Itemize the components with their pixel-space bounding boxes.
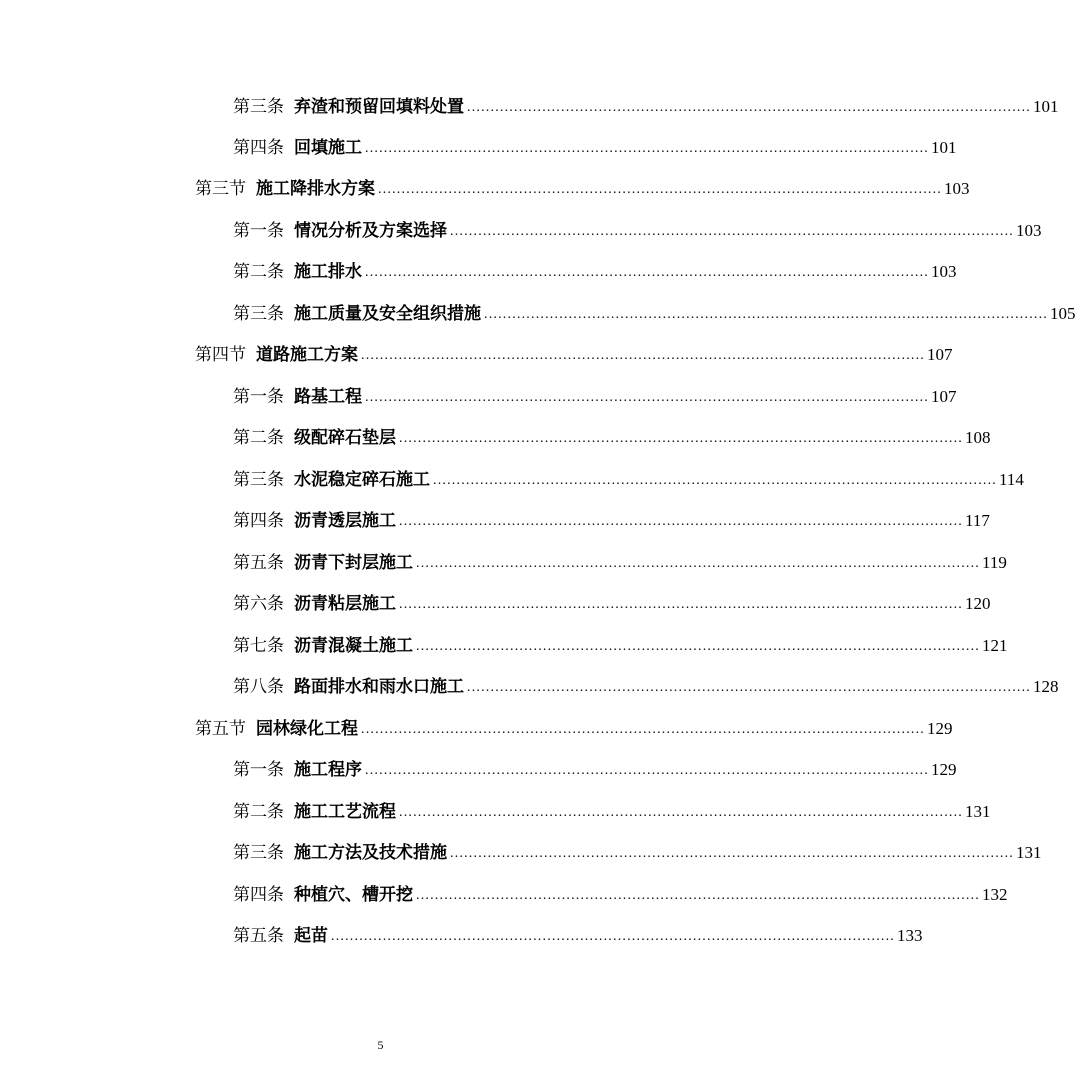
toc-entry-number: 第四条 <box>233 138 284 158</box>
toc-entry-title: 沥青混凝土施工 <box>294 636 413 656</box>
toc-entry-title: 园林绿化工程 <box>256 719 358 739</box>
toc-entry[interactable] <box>233 753 957 781</box>
toc-entry[interactable] <box>233 131 957 159</box>
toc-entry-title: 沥青下封层施工 <box>294 553 413 573</box>
page-number: 5 <box>377 1038 384 1052</box>
dot-leader: ........................................................................................................................ <box>433 473 997 488</box>
toc-entry[interactable] <box>233 587 991 615</box>
dot-leader: ........................................................................................................................ <box>450 846 1014 861</box>
dot-leader: ........................................................................................................................ <box>365 763 929 778</box>
toc-entry-title: 回填施工 <box>294 138 362 158</box>
toc-entry-number: 第三节 <box>195 179 246 199</box>
toc-entry-page: 128 <box>1033 677 1059 696</box>
toc-entry-page: 117 <box>965 511 990 530</box>
toc-entry-page: 107 <box>927 345 953 364</box>
toc-entry-title: 路基工程 <box>294 387 362 407</box>
toc-entry-page: 103 <box>931 262 957 281</box>
toc-entry-page: 105 <box>1050 304 1076 323</box>
toc-entry[interactable] <box>233 463 1024 491</box>
toc-entry-page: 101 <box>931 138 957 157</box>
toc-entry-number: 第三条 <box>233 843 284 863</box>
dot-leader: ........................................................................................................................ <box>365 141 929 156</box>
dot-leader: ........................................................................................................................ <box>416 888 980 903</box>
toc-entry-title: 施工质量及安全组织措施 <box>294 304 481 324</box>
dot-leader: ........................................................................................................................ <box>365 265 929 280</box>
toc-entry[interactable] <box>233 629 1008 657</box>
toc-entry-page: 103 <box>1016 221 1042 240</box>
toc-entry-number: 第四节 <box>195 345 246 365</box>
toc-entry[interactable] <box>233 90 1059 118</box>
dot-leader: ........................................................................................................................ <box>416 639 980 654</box>
toc-entry-number: 第六条 <box>233 594 284 614</box>
dot-leader: ........................................................................................................................ <box>365 390 929 405</box>
toc-entry-title: 级配碎石垫层 <box>294 428 396 448</box>
toc-entry-page: 132 <box>982 885 1008 904</box>
dot-leader: ........................................................................................................................ <box>399 431 963 446</box>
dot-leader: ........................................................................................................................ <box>378 182 942 197</box>
toc-entry[interactable] <box>233 214 1042 242</box>
toc-entry-number: 第四条 <box>233 885 284 905</box>
toc-entry-page: 120 <box>965 594 991 613</box>
toc-entry[interactable] <box>233 836 1042 864</box>
toc-entry-number: 第二条 <box>233 262 284 282</box>
toc-entry-page: 131 <box>965 802 991 821</box>
dot-leader: ........................................................................................................................ <box>399 597 963 612</box>
toc-entry-page: 133 <box>897 926 923 945</box>
toc-entry-number: 第三条 <box>233 304 284 324</box>
toc-entry-number: 第四条 <box>233 511 284 531</box>
toc-entry-page: 114 <box>999 470 1024 489</box>
toc-section-entry[interactable] <box>195 172 970 200</box>
toc-entry-page: 103 <box>944 179 970 198</box>
dot-leader: ........................................................................................................................ <box>484 307 1048 322</box>
toc-entry[interactable] <box>233 670 1059 698</box>
toc-entry-page: 108 <box>965 428 991 447</box>
toc-entry-number: 第二条 <box>233 802 284 822</box>
toc-entry-title: 施工降排水方案 <box>256 179 375 199</box>
toc-entry-title: 起苗 <box>294 926 328 946</box>
toc-entry-page: 107 <box>931 387 957 406</box>
toc-entry-title: 施工工艺流程 <box>294 802 396 822</box>
toc-entry-number: 第一条 <box>233 387 284 407</box>
toc-entry-title: 沥青透层施工 <box>294 511 396 531</box>
toc-entry[interactable] <box>233 919 923 947</box>
toc-entry[interactable] <box>233 297 1076 325</box>
dot-leader: ........................................................................................................................ <box>331 929 895 944</box>
toc-entry[interactable] <box>233 255 957 283</box>
toc-section-entry[interactable] <box>195 338 953 366</box>
dot-leader: ........................................................................................................................ <box>450 224 1014 239</box>
toc-entry-title: 施工方法及技术措施 <box>294 843 447 863</box>
dot-leader: ........................................................................................................................ <box>361 722 925 737</box>
toc-section-entry[interactable] <box>195 712 953 740</box>
toc-entry-number: 第一条 <box>233 221 284 241</box>
toc-entry-number: 第五节 <box>195 719 246 739</box>
dot-leader: ........................................................................................................................ <box>361 348 925 363</box>
toc-entry-page: 101 <box>1033 97 1059 116</box>
toc-entry-number: 第一条 <box>233 760 284 780</box>
toc-entry-title: 路面排水和雨水口施工 <box>294 677 464 697</box>
dot-leader: ........................................................................................................................ <box>467 680 1031 695</box>
toc-entry-title: 道路施工方案 <box>256 345 358 365</box>
toc-entry-title: 水泥稳定碎石施工 <box>294 470 430 490</box>
dot-leader: ........................................................................................................................ <box>416 556 980 571</box>
toc-entry-title: 沥青粘层施工 <box>294 594 396 614</box>
toc-entry-number: 第五条 <box>233 553 284 573</box>
toc-entry-number: 第七条 <box>233 636 284 656</box>
toc-entry-number: 第五条 <box>233 926 284 946</box>
toc-entry[interactable] <box>233 504 990 532</box>
dot-leader: ........................................................................................................................ <box>467 100 1031 115</box>
toc-entry-number: 第三条 <box>233 470 284 490</box>
toc-entry-title: 弃渣和预留回填料处置 <box>294 97 464 117</box>
toc-entry-title: 情况分析及方案选择 <box>294 221 447 241</box>
toc-entry-title: 种植穴、槽开挖 <box>294 885 413 905</box>
toc-entry-number: 第三条 <box>233 97 284 117</box>
dot-leader: ........................................................................................................................ <box>399 514 963 529</box>
toc-entry-page: 121 <box>982 636 1008 655</box>
dot-leader: ........................................................................................................................ <box>399 805 963 820</box>
toc-entry-page: 129 <box>927 719 953 738</box>
toc-entry[interactable] <box>233 795 991 823</box>
toc-entry[interactable] <box>233 546 1007 574</box>
toc-entry-page: 129 <box>931 760 957 779</box>
toc-entry-page: 131 <box>1016 843 1042 862</box>
toc-entry-number: 第八条 <box>233 677 284 697</box>
toc-entry[interactable] <box>233 421 991 449</box>
toc-entry[interactable] <box>233 878 1008 906</box>
toc-entry-title: 施工程序 <box>294 760 362 780</box>
toc-entry-number: 第二条 <box>233 428 284 448</box>
toc-entry-page: 119 <box>982 553 1007 572</box>
toc-entry[interactable] <box>233 380 957 408</box>
toc-entry-title: 施工排水 <box>294 262 362 282</box>
